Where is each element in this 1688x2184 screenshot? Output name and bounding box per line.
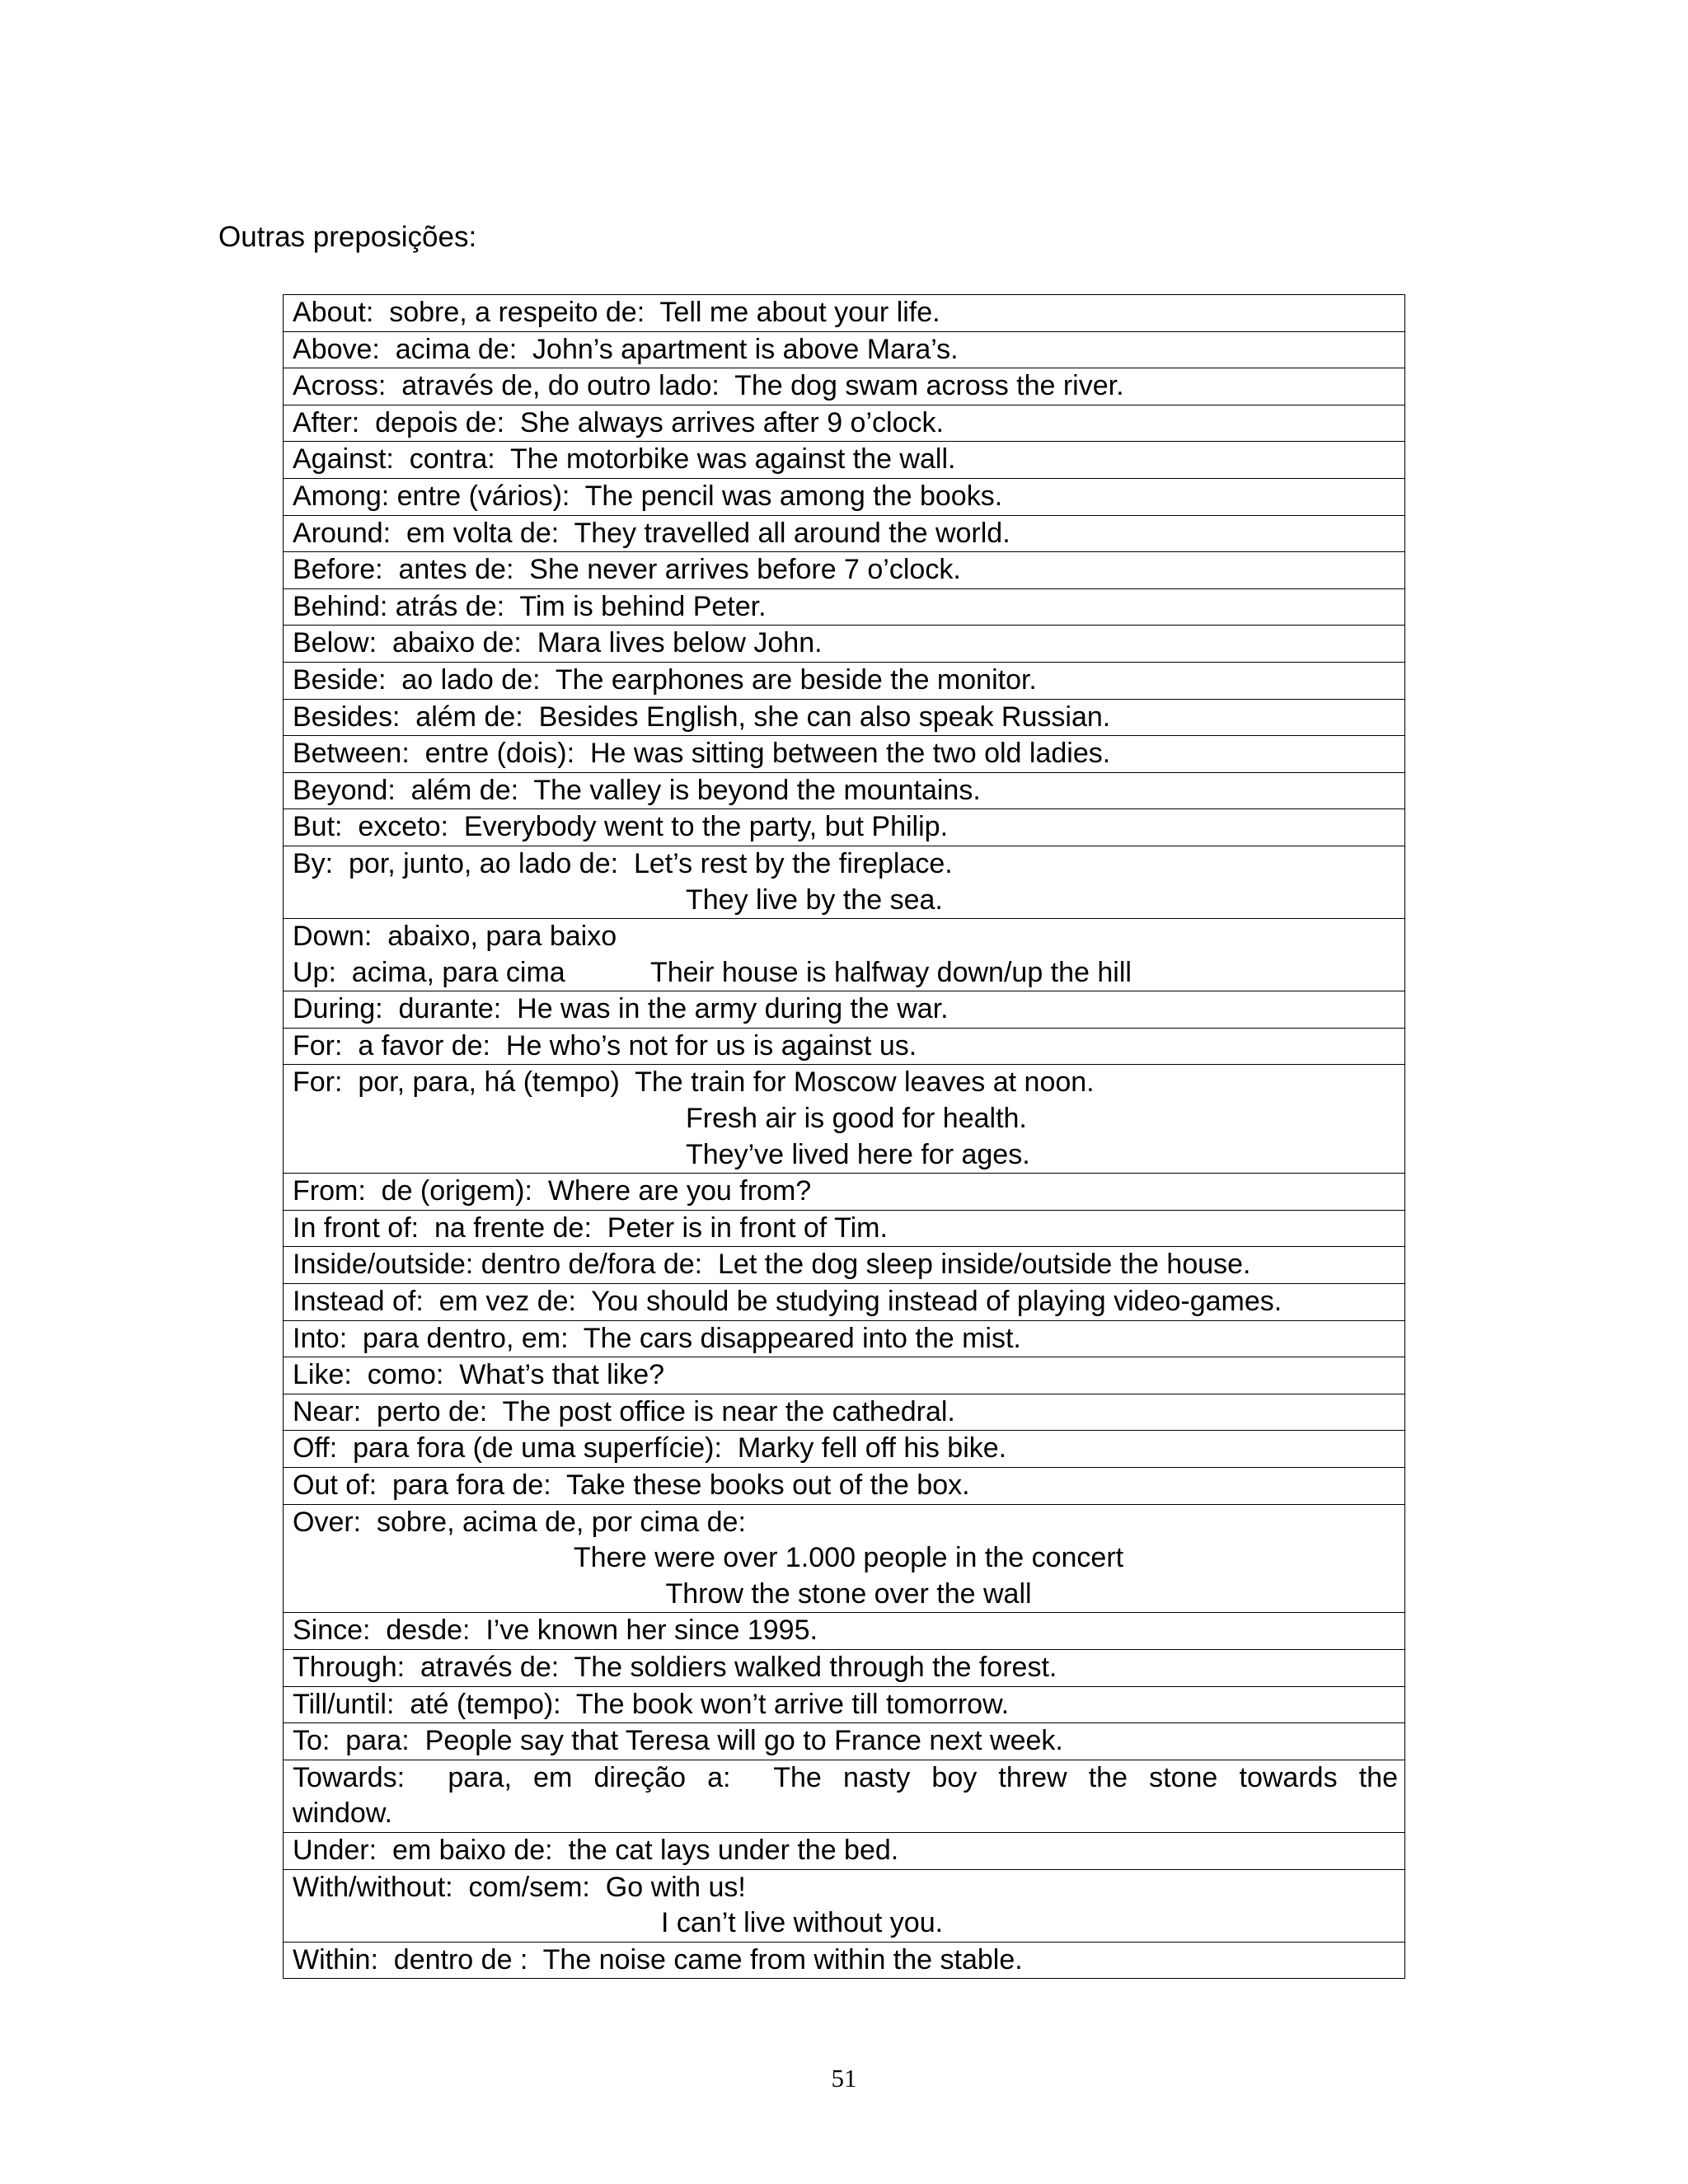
row-line: For: a favor de: He who’s not for us is against us. bbox=[293, 1029, 917, 1062]
table-row bbox=[284, 1284, 1405, 1321]
row-line: Till/until: até (tempo): The book won’t arrive till tomorrow. bbox=[293, 1688, 1010, 1720]
table-row bbox=[284, 405, 1405, 442]
table-cell bbox=[284, 442, 1405, 479]
table-cell bbox=[284, 1320, 1405, 1357]
table-row bbox=[284, 991, 1405, 1029]
table-cell bbox=[284, 478, 1405, 515]
table-row bbox=[284, 1065, 1405, 1174]
table-row bbox=[284, 1028, 1405, 1065]
row-line: For: por, para, há (tempo) The train for Moscow leaves at noon. bbox=[293, 1066, 1095, 1099]
row-line: There were over 1.000 people in the concert bbox=[573, 1542, 1124, 1574]
row-line: During: durante: He was in the army during the war. bbox=[293, 993, 949, 1025]
section-heading: Outras preposições: bbox=[218, 221, 477, 253]
table-cell bbox=[284, 1723, 1405, 1760]
table-row bbox=[284, 919, 1405, 991]
prepositions-table bbox=[283, 294, 1405, 1979]
row-line: With/without: com/sem: Go with us! bbox=[293, 1871, 746, 1903]
table-row bbox=[284, 1210, 1405, 1247]
row-line: Beyond: além de: The valley is beyond the mountains. bbox=[293, 774, 981, 806]
table-cell bbox=[284, 515, 1405, 552]
row-line: Under: em baixo de: the cat lays under the bed. bbox=[293, 1834, 899, 1866]
table-cell bbox=[284, 1394, 1405, 1431]
table-row bbox=[284, 1832, 1405, 1869]
table-row bbox=[284, 1723, 1405, 1760]
row-line: Fresh air is good for health. bbox=[686, 1103, 1027, 1135]
row-line: In front of: na frente de: Peter is in front of Tim. bbox=[293, 1212, 888, 1244]
row-line: From: de (origem): Where are you from? bbox=[293, 1175, 812, 1207]
table-row bbox=[284, 1394, 1405, 1431]
row-line: Down: abaixo, para baixo bbox=[293, 921, 617, 953]
table-row bbox=[284, 478, 1405, 515]
table-cell bbox=[284, 736, 1405, 773]
row-line: Since: desde: I’ve known her since 1995. bbox=[293, 1615, 818, 1647]
table-cell bbox=[284, 368, 1405, 405]
table-cell bbox=[284, 331, 1405, 368]
table-cell bbox=[284, 1247, 1405, 1284]
table-row bbox=[284, 626, 1405, 663]
table-cell bbox=[284, 846, 1405, 918]
table-cell bbox=[284, 626, 1405, 663]
row-line: Instead of: em vez de: You should be studying instead of playing video-games. bbox=[293, 1286, 1282, 1318]
row-line: They’ve lived here for ages. bbox=[686, 1138, 1030, 1170]
row-line: Out of: para fora de: Take these books out of the box. bbox=[293, 1469, 970, 1501]
table-row bbox=[284, 368, 1405, 405]
table-row bbox=[284, 1649, 1405, 1686]
row-line: They live by the sea. bbox=[686, 883, 943, 916]
table-cell bbox=[284, 1357, 1405, 1394]
row-line: I can’t live without you. bbox=[661, 1907, 944, 1939]
table-row bbox=[284, 1760, 1405, 1832]
table-row bbox=[284, 1613, 1405, 1650]
row-line: After: depois de: She always arrives after 9 o’clock. bbox=[293, 406, 944, 438]
row-line: Within: dentro de : The noise came from within the stable. bbox=[293, 1943, 1023, 1975]
table-row bbox=[284, 588, 1405, 626]
table-row bbox=[284, 552, 1405, 589]
table-cell bbox=[284, 809, 1405, 846]
prepositions-table-body bbox=[284, 295, 1405, 1979]
row-line: Against: contra: The motorbike was against the wall. bbox=[293, 443, 956, 476]
row-line: Off: para fora (de uma superfície): Marky fell off his bike. bbox=[293, 1432, 1007, 1465]
table-cell bbox=[284, 1504, 1405, 1613]
table-row bbox=[284, 515, 1405, 552]
table-row bbox=[284, 295, 1405, 332]
table-row bbox=[284, 1247, 1405, 1284]
row-line: Around: em volta de: They travelled all around the world. bbox=[293, 517, 1010, 549]
table-cell bbox=[284, 1065, 1405, 1174]
table-cell bbox=[284, 991, 1405, 1029]
row-line: Besides: além de: Besides English, she can also speak Russian. bbox=[293, 701, 1111, 733]
row-line: Throw the stone over the wall bbox=[665, 1577, 1032, 1610]
table-cell bbox=[284, 1869, 1405, 1942]
table-row bbox=[284, 699, 1405, 736]
row-line: Before: antes de: She never arrives before 7 o’clock. bbox=[293, 554, 961, 586]
table-row bbox=[284, 809, 1405, 846]
table-cell bbox=[284, 1686, 1405, 1723]
table-cell bbox=[284, 662, 1405, 699]
table-row bbox=[284, 1468, 1405, 1505]
table-row bbox=[284, 662, 1405, 699]
table-cell bbox=[284, 1760, 1405, 1832]
row-line: About: sobre, a respeito de: Tell me about your life. bbox=[293, 297, 940, 328]
row-line: To: para: People say that Teresa will go to France next week. bbox=[293, 1725, 1063, 1757]
row-line: Like: como: What’s that like? bbox=[293, 1359, 665, 1391]
row-line: Beside: ao lado de: The earphones are beside the monitor. bbox=[293, 663, 1037, 696]
row-line: Up: acima, para cima Their house is halfway down/up the hill bbox=[293, 956, 1132, 988]
table-row bbox=[284, 1174, 1405, 1211]
table-cell bbox=[284, 699, 1405, 736]
table-cell bbox=[284, 1210, 1405, 1247]
row-line: Between: entre (dois): He was sitting between the two old ladies. bbox=[293, 738, 1111, 770]
row-line: Across: através de, do outro lado: The dog swam across the river. bbox=[293, 370, 1124, 402]
table-cell bbox=[284, 552, 1405, 589]
row-line: Below: abaixo de: Mara lives below John. bbox=[293, 627, 823, 659]
table-row bbox=[284, 1431, 1405, 1468]
row-line: Behind: atrás de: Tim is behind Peter. bbox=[293, 590, 767, 622]
page-number: 51 bbox=[831, 2064, 857, 2093]
table-cell bbox=[284, 1431, 1405, 1468]
table-row bbox=[284, 736, 1405, 773]
table-cell bbox=[284, 1284, 1405, 1321]
table-cell bbox=[284, 1028, 1405, 1065]
row-line: Above: acima de: John’s apartment is above Mara’s. bbox=[293, 333, 959, 365]
table-row bbox=[284, 846, 1405, 918]
table-row bbox=[284, 1357, 1405, 1394]
table-row bbox=[284, 1686, 1405, 1723]
row-line: But: exceto: Everybody went to the party, but Philip. bbox=[293, 811, 949, 843]
row-line: Over: sobre, acima de, por cima de: bbox=[293, 1506, 746, 1538]
table-cell bbox=[284, 405, 1405, 442]
row-line: Among: entre (vários): The pencil was among the books. bbox=[293, 480, 1003, 512]
table-cell bbox=[284, 295, 1405, 332]
table-row bbox=[284, 331, 1405, 368]
table-row bbox=[284, 442, 1405, 479]
row-line: Through: através de: The soldiers walked through the forest. bbox=[293, 1651, 1057, 1683]
row-line: window. bbox=[293, 1797, 392, 1830]
table-row bbox=[284, 1320, 1405, 1357]
table-row bbox=[284, 1942, 1405, 1979]
row-line: Towards: para, em direção a: The nasty boy threw the stone towards the bbox=[293, 1761, 1398, 1793]
table-cell bbox=[284, 1613, 1405, 1650]
table-row bbox=[284, 772, 1405, 809]
table-cell bbox=[284, 1174, 1405, 1211]
table-cell bbox=[284, 1649, 1405, 1686]
table-cell bbox=[284, 772, 1405, 809]
row-line: Near: perto de: The post office is near the cathedral. bbox=[293, 1395, 955, 1427]
table-cell bbox=[284, 919, 1405, 991]
row-line: Into: para dentro, em: The cars disappeared into the mist. bbox=[293, 1322, 1021, 1354]
table-cell bbox=[284, 588, 1405, 626]
table-row bbox=[284, 1869, 1405, 1942]
table-cell bbox=[284, 1832, 1405, 1869]
row-line: Inside/outside: dentro de/fora de: Let the dog sleep inside/outside the house. bbox=[293, 1249, 1251, 1281]
table-cell bbox=[284, 1942, 1405, 1979]
row-line: By: por, junto, ao lado de: Let’s rest by the fireplace. bbox=[293, 847, 953, 879]
table-row bbox=[284, 1504, 1405, 1613]
table-cell bbox=[284, 1468, 1405, 1505]
